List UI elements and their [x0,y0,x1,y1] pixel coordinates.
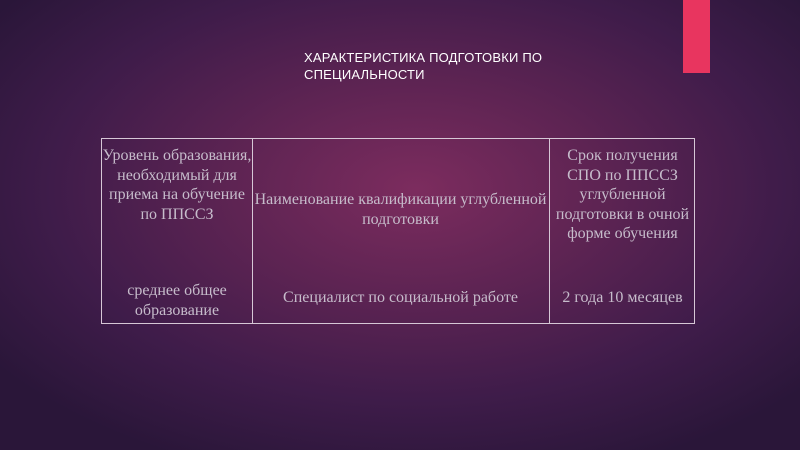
cell-education-level: среднее общее образование [127,282,227,319]
header-study-duration: Срок получения СПО по ППССЗ углубленной подготовки в очной форме обучения [555,147,690,242]
cell-study-duration: 2 года 10 месяцев [562,289,683,306]
qualification-table [101,138,695,324]
slide-title-line-2: СПЕЦИАЛЬНОСТИ [304,67,425,82]
slide-title [304,49,624,83]
accent-bar [683,0,710,73]
header-qualification-name: Наименование квалификации углубленной подготовки [254,191,547,228]
slide-title-line-1: ХАРАКТЕРИСТИКА ПОДГОТОВКИ ПО [304,50,543,65]
header-education-level: Уровень образования, необходимый для приема на обучение по ППССЗ [102,147,252,223]
cell-qualification-name: Специалист по социальной работе [283,289,518,306]
